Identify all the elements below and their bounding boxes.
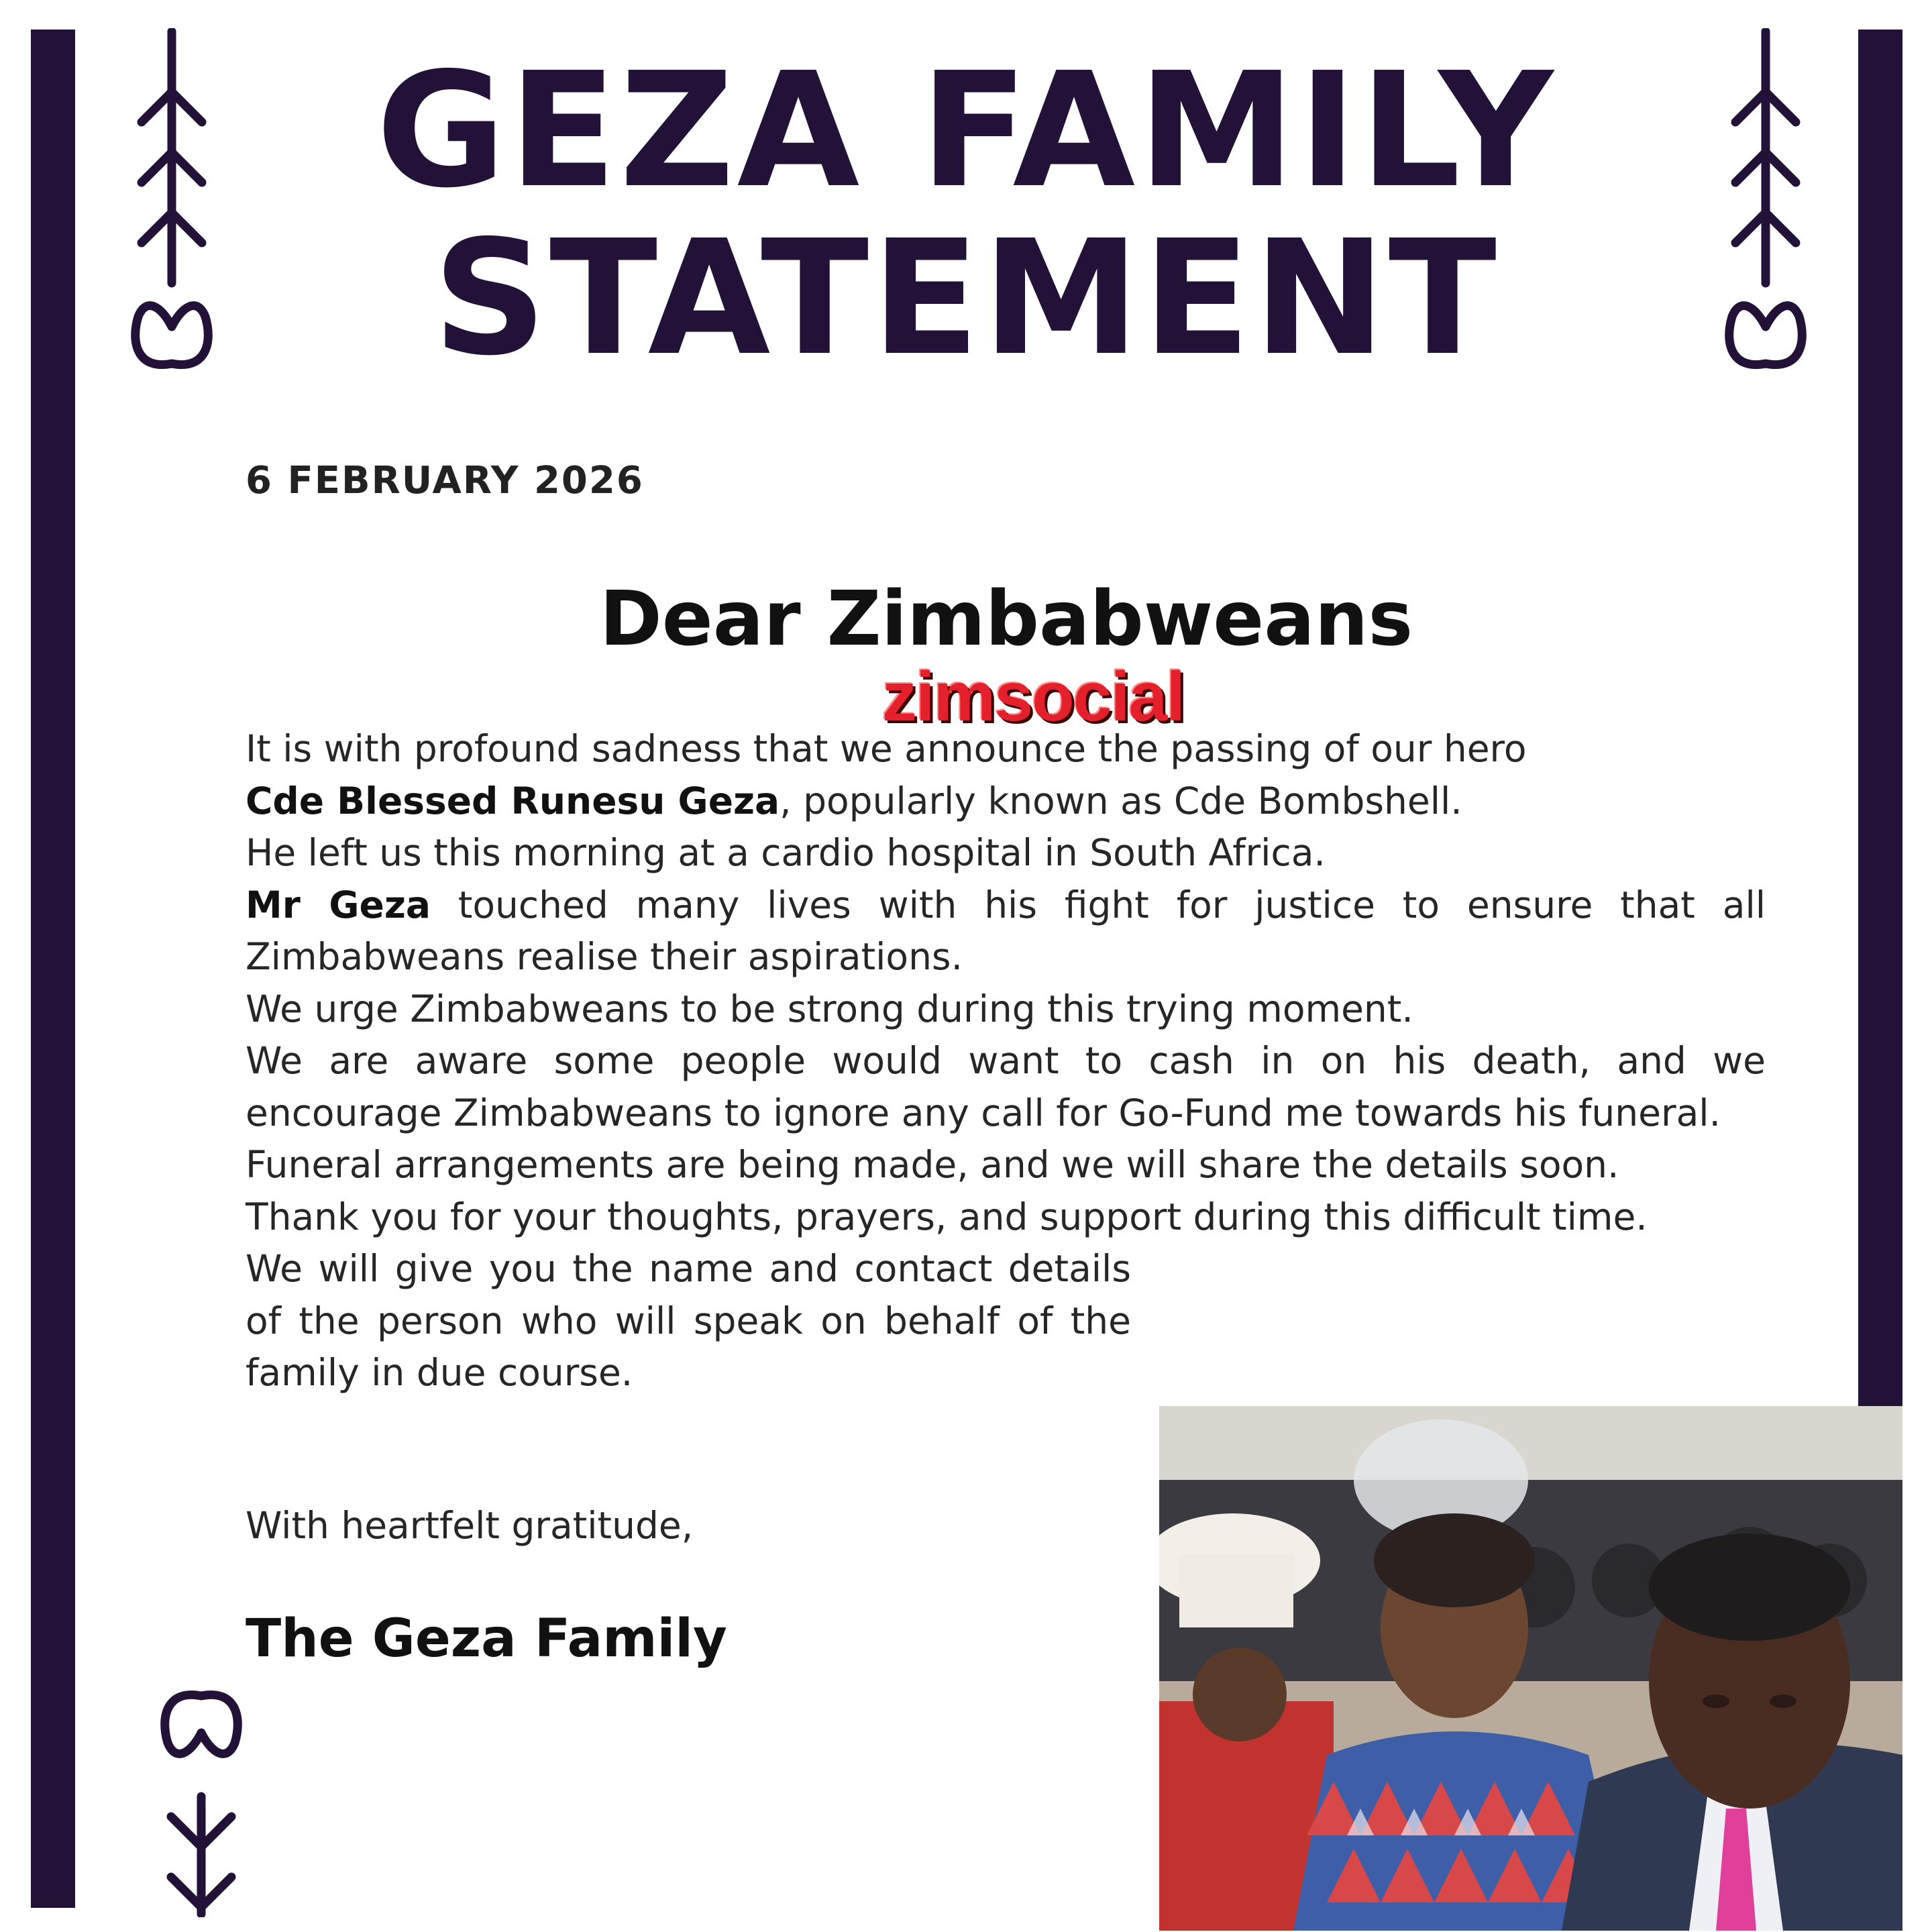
paragraph-1: It is with profound sadness that we announce the passing of our hero	[246, 727, 1527, 770]
closing-line: With heartfelt gratitude,	[246, 1504, 694, 1547]
paragraph-4-rest: touched many lives with his fight for justice to ensure that all Zimbabweans realise their aspirations.	[246, 883, 1766, 978]
mr-geza-bold: Mr Geza	[246, 883, 431, 926]
arrow-heart-ornament-icon	[1719, 28, 1813, 377]
paragraph-5: We urge Zimbabweans to be strong during this trying moment.	[246, 987, 1413, 1030]
title-line-2: STATEMENT	[433, 206, 1499, 390]
statement-title	[241, 38, 1690, 390]
inset-photo-illustration	[1159, 1406, 1902, 1931]
paragraph-4	[246, 879, 1766, 983]
signature: The Geza Family	[246, 1609, 727, 1669]
paragraph-6: We are aware some people would want to cash in on his death, and we encourage Zimbabweans to ignore any call for Go-Fund me towards his funeral.	[246, 1039, 1766, 1134]
inset-photo	[1159, 1406, 1902, 1931]
statement-body	[246, 723, 1766, 1399]
arrow-heart-ornament-icon	[125, 28, 219, 377]
paragraph-7: Funeral arrangements are being made, and we will share the details soon.	[246, 1143, 1619, 1186]
deceased-name: Cde Blessed Runesu Geza	[246, 779, 780, 822]
left-border-bar	[31, 30, 75, 1908]
paragraph-8: Thank you for your thoughts, prayers, and support during this difficult time.	[246, 1195, 1648, 1238]
title-line-1: GEZA FAMILY	[376, 38, 1556, 223]
paragraph-2	[246, 775, 1766, 828]
arrow-heart-ornament-icon	[154, 1682, 248, 1917]
paragraph-3: He left us this morning at a cardio hospital in South Africa.	[246, 831, 1326, 874]
right-border-bar	[1858, 30, 1902, 1411]
statement-date: 6 FEBRUARY 2026	[246, 459, 644, 502]
watermark-text: zimsocial	[881, 658, 1185, 736]
paragraph-9: We will give you the name and contact details of the person who will speak on behalf of the family in due course.	[246, 1247, 1131, 1394]
paragraph-2-rest: , popularly known as Cde Bombshell.	[780, 779, 1462, 822]
salutation: Dear Zimbabweans	[599, 576, 1413, 663]
